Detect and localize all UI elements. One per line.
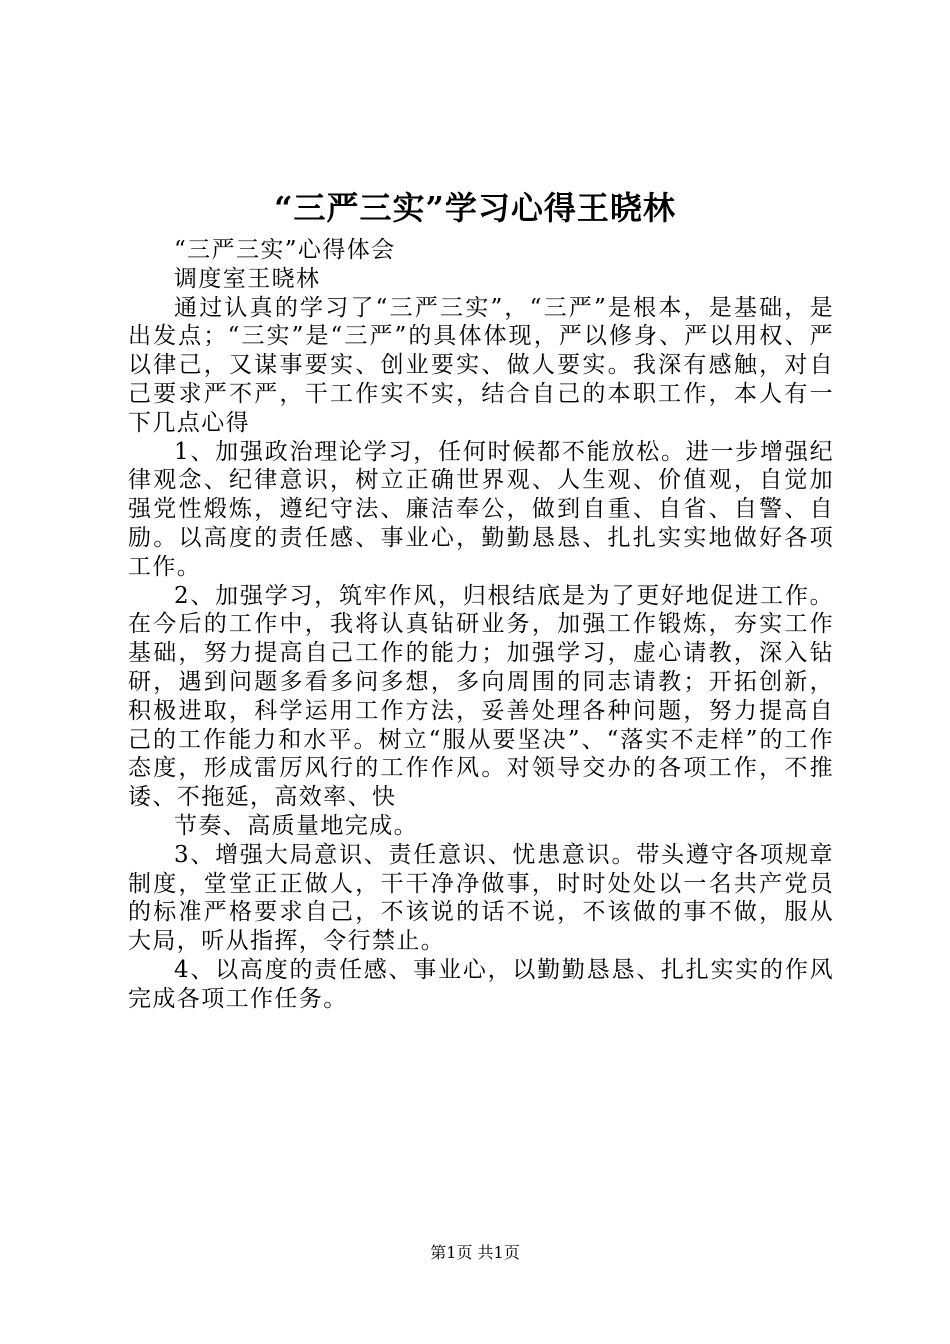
subtitle-paragraph: “三严三实”心得体会 xyxy=(174,237,396,263)
document-title: “三严三实”学习心得王晓林 xyxy=(274,189,676,227)
point-2-continuation-paragraph: 节奏、高质量地完成。 xyxy=(174,812,418,839)
author-paragraph: 调度室王晓林 xyxy=(174,265,321,292)
intro-paragraph: 通过认真的学习了“三严三实”，“三严”是根本，是基础，是出发点；“三实”是“三严”的具体体现，严以修身、严以用权、严以律己，又谋事要实、创业要实、做人要实。我深有感触，对自己要求严不严，干工作实不实，结合自己的本职工作，本人有一下几点心得 xyxy=(128,294,834,436)
document-body xyxy=(128,236,834,1014)
point-1-paragraph: 1、加强政治理论学习，任何时候都不能放松。进一步增强纪律观念、纪律意识，树立正确世界观、人生观、价值观，自觉加强党性煅炼，遵纪守法、廉洁奉公，做到自重、自省、自警、自励。以高度的责任感、事业心，勤勤恳恳、扎扎实实地做好各项工作。 xyxy=(128,438,834,580)
point-4-paragraph: 4、以高度的责任感、事业心，以勤勤恳恳、扎扎实实的作风完成各项工作任务。 xyxy=(128,956,834,1012)
point-3-paragraph: 3、增强大局意识、责任意识、忧患意识。带头遵守各项规章制度，堂堂正正做人，干干净净做事，时时处处以一名共产党员的标准严格要求自己，不该说的话不说，不该做的事不做，服从大局，听从指挥，令行禁止。 xyxy=(128,841,834,955)
point-2-paragraph: 2、加强学习，筑牢作风，归根结底是为了更好地促进工作。在今后的工作中，我将认真钻研业务，加强工作锻炼，夯实工作基础，努力提高自己工作的能力；加强学习，虚心请教，深入钻研，遇到问题多看多问多想，多向周围的同志请教；开拓创新，积极进取，科学运用工作方法，妥善处理各种问题，努力提高自己的工作能力和水平。树立“服从要坚决”、“落实不走样”的工作态度，形成雷厉风行的工作作风。对领导交办的各项工作，不推诿、不拖延，高效率、快 xyxy=(128,582,834,811)
page-number-footer: 第1页 共1页 xyxy=(430,1243,520,1262)
